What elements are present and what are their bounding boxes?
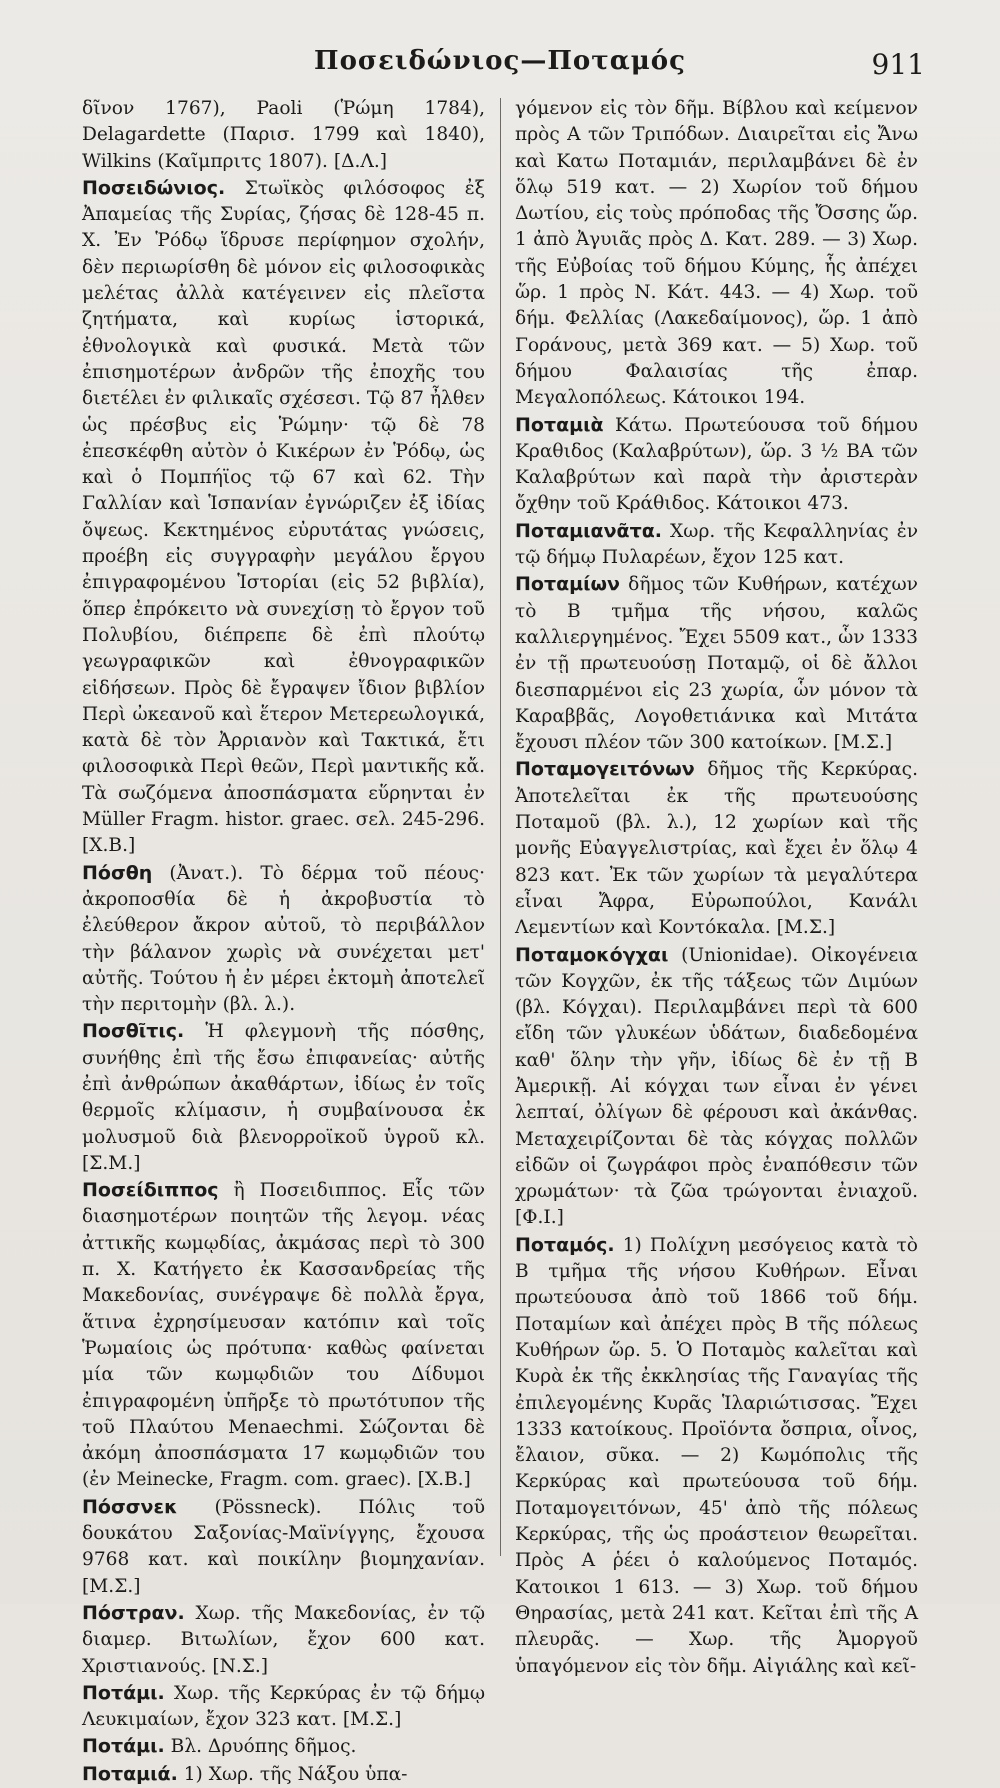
entry-headword: Πόστραν. <box>82 1601 185 1624</box>
dictionary-entry <box>82 1761 485 1788</box>
entry-text: Κάτω. Πρωτεύουσα τοῦ δήμου Κραθιδος (Καλαβρύτων), ὥρ. 3 ½ ΒΑ τῶν Καλαβρύτων καὶ παρὰ τὴν ἀριστερὰν ὄχθην τοῦ Κράθιδος. Κάτοικοι 473. <box>515 414 918 515</box>
entry-text: δῆμος τῶν Κυθήρων, κατέχων τὸ Β τμῆμα τῆς νήσου, καλῶς καλλιεργημένος. Ἔχει 5509 κατ., ὧν 1333 ἐν τῇ πρωτευούσῃ Ποταμῷ, οἱ δὲ ἄλλοι διεσπαρμένοι εἰς 23 χωρία, ὧν μόνον τὰ Καραββᾶς, Λογοθετιάνικα καὶ Μιτάτα ἔχουσι πλέον τῶν 300 κατοίκων. [Μ.Σ.] <box>515 574 918 754</box>
entry-text: Βλ. Δρυόπης δῆμος. <box>164 1736 357 1758</box>
running-head: Ποσειδώνιος—Ποταμός <box>314 46 686 76</box>
entry-headword: Ποτάμι. <box>82 1681 165 1704</box>
dictionary-entry <box>515 96 918 412</box>
left-column <box>82 96 485 1785</box>
entry-headword: Ποσειδώνιος. <box>82 176 226 199</box>
entry-text: (Unionidae). Οἰκογένεια τῶν Κογχῶν, ἐκ τῆς τάξεως τῶν Διμύων (βλ. Κόγχαι). Περιλαμβάνει περὶ τὰ 600 εἴδη τῶν γλυκέων ὑδάτων, διαδεδομένα καθ' ὅλην τὴν γῆν, ἰδίως δὲ ἐν τῇ Β Ἀμερικῇ. Αἱ κόγχαι των εἶναι ἐν γένει λεπταί, ὀλίγων δὲ φέρουσι καὶ ἀκάνθας. Μεταχειρίζονται δὲ τὰς κόγχας πολλῶν εἰδῶν οἱ ζωγράφοι πρὸς ἐναπόθεσιν τῶν χρωμάτων· τὰ ζῶα τρώγονται ἐνιαχοῦ. [Φ.Ι.] <box>515 944 918 1229</box>
page-number: 911 <box>871 48 925 81</box>
entry-headword: Ποταμογειτόνων <box>515 758 695 781</box>
entry-text: (Ἀνατ.). Τὸ δέρμα τοῦ πέους· ἀκροποσθία δὲ ἡ ἀκροβυστία τὸ ἐλεύθερον ἄκρον αὐτοῦ, τὸ περιβάλλον τὴν βάλανον χωρὶς νὰ συνέχεται μετ' αὐτῆς. Τούτου ἡ ἐν μέρει ἐκτομὴ ἀποτελεῖ τὴν περιτομὴν (βλ. λ.). <box>82 862 485 1016</box>
entry-text: 1) Χωρ. τῆς Νάξου ὑπα- <box>177 1763 408 1785</box>
entry-headword: Ποταμός. <box>515 1233 615 1256</box>
dictionary-entry <box>82 1680 485 1734</box>
entry-headword: Ποταμιανᾶτα. <box>515 519 662 542</box>
entry-headword: Ποσθῖτις. <box>82 1020 185 1043</box>
entry-text: ἢ Ποσειδιππος. Εἷς τῶν διασημοτέρων ποιητῶν τῆς λεγομ. νέας ἀττικῆς κωμῳδίας, ἀκμάσας περὶ τὸ 300 π. Χ. Κατήγετο ἐκ Κασσανδρείας τῆς Μακεδονίας, συνέγραψε δὲ πολλὰ ἔργα, ἅτινα ἐχρησίμευσαν κατόπιν καὶ τοῖς Ῥωμαίοις ὡς πρότυπα· καθὼς φαίνεται μία τῶν κωμῳδιῶν του Δίδυμοι ἐπιγραφομένη ὑπῆρξε τὸ πρωτότυπον τῆς τοῦ Πλαύτου Menaechmi. Σώζονται δὲ ἀκόμη ἀποσπάσματα 17 κωμῳδιῶν του (ἐν Meinecke, Fragm. com. graec). [Χ.Β.] <box>82 1180 485 1491</box>
entry-text: δῖνον 1767), Paoli (Ῥώμη 1784), Delagardette (Παρισ. 1799 καὶ 1840), Wilkins (Καῖμπριτς 1807). [Δ.Λ.] <box>82 98 485 172</box>
column-divider <box>500 98 501 1556</box>
entry-text: γόμενον εἰς τὸν δῆμ. Βίβλου καὶ κείμενον πρὸς Α τῶν Τριπόδων. Διαιρεῖται εἰς Ἄνω καὶ Κατω Ποταμιάν, περιλαμβάνει δὲ ἐν ὅλῳ 519 κατ. — 2) Χωρίον τοῦ δήμου Δωτίου, εἰς τοὺς πρόποδας τῆς Ὄσσης ὥρ. 1 ἀπὸ Ἀγυιᾶς πρὸς Δ. Κατ. 289. — 3) Χωρ. τῆς Εὐβοίας τοῦ δήμου Κύμης, ἧς ἀπέχει ὥρ. 1 πρὸς Ν. Κάτ. 443. — 4) Χωρ. τοῦ δήμ. Φελλίας (Λακεδαίμονος), ὥρ. 1 ἀπὸ Γοράνους, μετὰ 369 κατ. — 5) Χωρ. τοῦ δήμου Φαλαισίας τῆς ἐπαρ. Μεγαλοπόλεως. Κάτοικοι 194. <box>515 98 918 409</box>
dictionary-entry <box>515 518 918 572</box>
entry-text: Ἡ φλεγμονὴ τῆς πόσθης, συνήθης ἐπὶ τῆς ἔσω ἐπιφανείας· αὐτῆς ἐπὶ ἀνθρώπων ἀκαθάρτων, ἰδίως ἐν τοῖς θερμοῖς κλίμασιν, ἡ συμβαίνουσα ἐκ μολυσμοῦ διὰ βλενορροϊκοῦ ὑγροῦ κλ. [Σ.Μ.] <box>82 1021 485 1174</box>
dictionary-entry <box>82 96 485 175</box>
dictionary-entry <box>82 175 485 860</box>
dictionary-entry <box>515 412 918 518</box>
entry-text: Στωϊκὸς φιλόσοφος ἐξ Ἀπαμείας τῆς Συρίας, ζήσας δὲ 128-45 π. Χ. Ἐν Ῥόδῳ ἵδρυσε περίφημον σχολήν, δὲν περιωρίσθη δὲ μόνον εἰς φιλοσοφικὰς μελέτας ἀλλὰ κατέγεινεν εἰς πλεῖστα ζητήματα, καὶ κυρίως ἱστορικά, ἐθνολογικὰ καὶ φυσικά. Μετὰ τῶν ἐπισημοτέρων ἀνδρῶν τῆς ἐποχῆς του διετέλει ἐν φιλικαῖς σχέσεσι. Τῷ 87 ἦλθεν ὡς πρέσβυς εἰς Ῥώμην· τῷ δὲ 78 ἐπεσκέφθη αὐτὸν ὁ Κικέρων ἐν Ῥόδῳ, ὡς καὶ ὁ Πομπήϊος τῷ 67 καὶ 62. Τὴν Γαλλίαν καὶ Ἱσπανίαν ἐγνώριζεν ἐξ ἰδίας ὄψεως. Κεκτημένος εὐρυτάτας γνώσεις, προέβη εἰς συγγραφὴν μεγάλου ἔργου ἐπιγραφομένου Ἱστορίαι (εἰς 52 βιβλία), ὅπερ ἐπρόκειτο νὰ συνεχίσῃ τὸ ἔργον τοῦ Πολυβίου, διέπρεπε δὲ ἐπὶ πλούτῳ γεωγραφικῶν καὶ ἐθνογραφικῶν εἰδήσεων. Πρὸς δὲ ἔγραψεν ἴδιον βιβλίον Περὶ ὠκεανοῦ καὶ ἕτερον Μετερεωλογικά, κατὰ δὲ τὸν Ἀρριανὸν καὶ Τακτικά, ἔτι φιλοσοφικὰ Περὶ θεῶν, Περὶ μαντικῆς κἄ. Τὰ σωζόμενα ἀποσπάσματα εὕρηνται ἐν Müller Fragm. histor. graec. σελ. 245-296. [Χ.Β.] <box>82 177 485 857</box>
dictionary-entry <box>515 571 918 756</box>
entry-headword: Ποταμιὰ <box>515 413 604 436</box>
entry-headword: Ποτάμι. <box>82 1735 165 1758</box>
dictionary-entry <box>515 756 918 941</box>
dictionary-entry <box>82 1600 485 1680</box>
entry-headword: Πόσσνεκ <box>82 1495 178 1518</box>
dictionary-entry <box>515 942 918 1232</box>
entry-text: (Pössneck). Πόλις τοῦ δουκάτου Σαξονίας-Μαϊνίγγης, ἔχουσα 9768 κατ. καὶ ποικίλην βιομηχανίαν. [Μ.Σ.] <box>82 1496 485 1597</box>
entry-headword: Πόσθη <box>82 861 153 884</box>
entry-text: 1) Πολίχνη μεσόγειος κατὰ τὸ Β τμῆμα τῆς νήσου Κυθήρων. Εἶναι πρωτεύουσα ἀπὸ τοῦ 1866 τοῦ δήμ. Ποταμίων καὶ ἀπέχει πρὸς Β τῆς πόλεως Κυθήρων ὥρ. 5. Ὁ Ποταμὸς καλεῖται καὶ Κυρὰ ἐκ τῆς ἐκκλησίας τῆς Γαναγίας τῆς ἐπιλεγομένης Κυρᾶς Ἱλαριώτισσας. Ἔχει 1333 κατοίκους. Προϊόντα ὄσπρια, οἶνος, ἔλαιον, σῦκα. — 2) Κωμόπολις τῆς Κερκύρας καὶ πρωτεύουσα τοῦ δήμ. Ποταμογειτόνων, 45' ἀπὸ τῆς πόλεως Κερκύρας, τῆς ὡς προάστειον θεωρεῖται. Πρὸς Α ῥέει ὁ καλούμενος Ποταμός. Κατοικοι 1 613. — 3) Χωρ. τοῦ δήμου Θηρασίας, μετὰ 241 κατ. Κεῖται ἐπὶ τῆς Α πλευρᾶς. — Χωρ. τῆς Ἀμοργοῦ ὑπαγόμενον εἰς τὸν δῆμ. Αἰγιάλης καὶ κεῖ- <box>515 1234 918 1677</box>
entry-headword: Ποταμοκόγχαι <box>515 943 669 966</box>
entry-headword: Ποταμιά. <box>82 1762 178 1785</box>
entry-text: Χωρ. τῆς Μακεδονίας, ἐν τῷ διαμερ. Βιτωλίων, ἔχον 600 κατ. Χριστιανούς. [Ν.Σ.] <box>82 1602 485 1677</box>
dictionary-entry <box>515 1232 918 1680</box>
dictionary-entry <box>82 1494 485 1600</box>
entry-text: Χωρ. τῆς Κεφαλληνίας ἐν τῷ δήμῳ Πυλαρέων, ἔχον 125 κατ. <box>515 520 918 569</box>
dictionary-entry <box>82 860 485 1019</box>
right-column <box>515 96 918 1677</box>
entry-headword: Ποταμίων <box>515 573 620 596</box>
dictionary-entry <box>82 1177 485 1494</box>
entry-text: δῆμος τῆς Κερκύρας. Ἀποτελεῖται ἐκ τῆς πρωτευούσης Ποταμοῦ (βλ. λ.), 12 χωρίων καὶ τῆς μονῆς Εὐαγγελιστρίας, καὶ ἔχει ἐν ὅλῳ 4 823 κατ. Ἐκ τῶν χωρίων τὰ μεγαλύτερα εἶναι Ἄφρα, Εὐρωπούλοι, Κανάλι Λεμεντίων καὶ Κοντόκαλα. [Μ.Σ.] <box>515 759 918 939</box>
dictionary-entry <box>82 1733 485 1760</box>
entry-text: Χωρ. τῆς Κερκύρας ἐν τῷ δήμῳ Λευκιμαίων, ἔχον 323 κατ. [Μ.Σ.] <box>82 1682 485 1731</box>
entry-headword: Ποσείδιππος <box>82 1179 219 1202</box>
dictionary-entry <box>82 1018 485 1177</box>
